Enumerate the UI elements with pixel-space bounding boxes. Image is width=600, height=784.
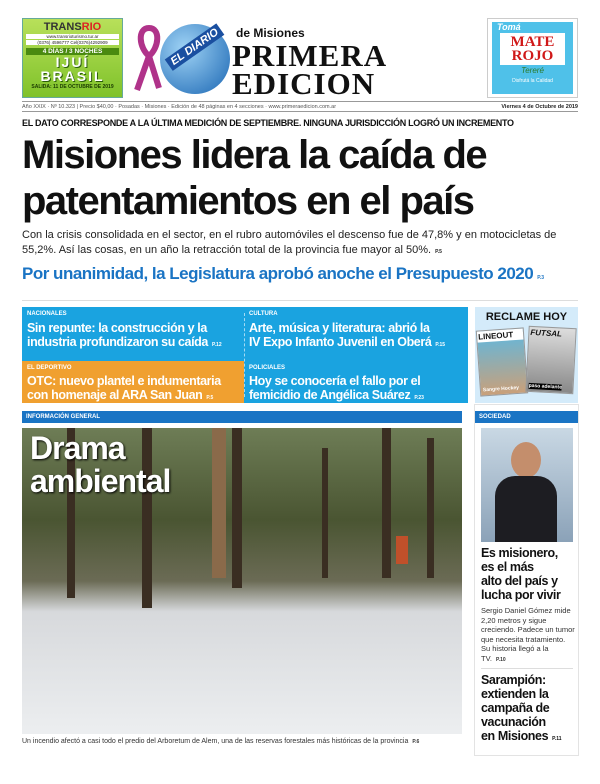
sidebar-headline[interactable]: Es misionero, es el más alto del país y lucha por vivir <box>481 546 561 602</box>
teaser-cultura[interactable]: Arte, música y literatura: abrió la IV Expo Infanto Juvenil en Oberá P.15 <box>249 321 446 349</box>
secondary-headline[interactable]: Por unanimidad, la Legislatura aprobó anoche el Presupuesto 2020 P.3 <box>22 264 545 283</box>
divider <box>481 668 573 669</box>
magazine-title: LINEOUT <box>477 328 524 342</box>
teaser-section: CULTURA <box>249 311 278 317</box>
futsal-magazine[interactable] <box>525 326 576 394</box>
edition-info: Año XXIX · Nº 10.323 | Precio $40,00 · Posadas · Misiones · Edición de 48 páginas en 4 secciones · www.primeraedicion.com.ar <box>22 104 337 110</box>
masthead-title: PRIMERA EDICION <box>232 38 388 101</box>
ad-terere: Tereré <box>521 66 544 75</box>
photo-headline[interactable]: Drama ambiental <box>30 430 171 499</box>
divider <box>22 300 578 301</box>
magazine-title: FUTSAL <box>530 327 563 339</box>
teaser-policiales[interactable]: Hoy se conocería el fallo por el femicidio de Angélica Suárez P.23 <box>249 374 424 402</box>
lead-headline[interactable]: Misiones lidera la caída de patentamientos en el país <box>22 133 487 223</box>
magazine-cover-text: Sangre Hockey <box>482 384 520 394</box>
reclame-hoy-promo[interactable] <box>475 307 578 403</box>
person-photo[interactable] <box>481 428 573 542</box>
magazine-cover-text: paso adelante <box>528 382 563 391</box>
ad-toma: Tomá <box>497 22 521 32</box>
ad-departure: SALIDA: 11 DE OCTUBRE DE 2019 <box>31 84 114 90</box>
sidebar-body: Sergio Daniel Gómez mide 2,20 metros y sigue creciendo. Padece un tumor que necesita tratamiento. Su historia llegó a la TV. P.10 <box>481 606 575 663</box>
lead-kicker: EL DATO CORRESPONDE A LA ÚLTIMA MEDICIÓN DE SEPTIEMBRE. NINGUNA JURISDICCIÓN LOGRÓ UN INCREMENTO <box>22 118 514 128</box>
teaser-deportivo[interactable]: OTC: nuevo plantel e indumentaria con homenaje al ARA San Juan P.5 <box>27 374 221 402</box>
ad-logo: MATE ROJO <box>500 33 565 65</box>
teaser-section: EL DEPORTIVO <box>27 365 72 371</box>
ad-slogan: Disfrutá la Calidad <box>512 78 553 84</box>
lineout-magazine[interactable] <box>476 327 528 396</box>
transrio-ad[interactable] <box>22 18 123 98</box>
masthead-badge: EL DIARIO <box>165 23 225 71</box>
ad-brand: TRANSRIO <box>43 21 102 33</box>
masthead-subtitle: de Misiones <box>236 26 305 40</box>
ad-days: 4 DÍAS / 3 NOCHES <box>26 48 119 55</box>
ad-dest1: IJUÍ <box>55 54 90 70</box>
lead-body: Con la crisis consolidada en el sector, en el rubro automóviles el descenso fue de 47,8% y en motocicletas de 55,2%. Así las cosas, en un año la retracción total de la provincia fue mayor al 50%. P.5 <box>22 229 557 256</box>
section-label: SOCIEDAD <box>475 411 578 423</box>
reclame-title: RECLAME HOY <box>485 311 568 323</box>
firefighter <box>396 536 408 564</box>
ad-dest2: BRASIL <box>40 68 105 84</box>
section-label: INFORMACIÓN GENERAL <box>22 411 462 423</box>
teaser-section: POLICIALES <box>249 365 286 371</box>
edition-date: Viernes 4 de Octubre de 2019 <box>501 104 578 110</box>
photo-caption: Un incendio afectó a casi todo el predio del Arboretum de Alem, una de las reservas forestales más históricas de la provincia P.6 <box>22 738 420 745</box>
mate-rojo-ad[interactable] <box>487 18 578 98</box>
ad-web: www.transrioturismo.tur.ar <box>26 34 119 39</box>
divider <box>244 313 245 397</box>
sidebar-headline-2[interactable]: Sarampión: extienden la campaña de vacunación en Misiones P.11 <box>481 673 562 743</box>
teaser-section: NACIONALES <box>27 311 67 317</box>
lead-story <box>22 116 578 284</box>
edition-info-bar <box>22 101 578 112</box>
ad-phone: (0376) 4596777 Cel(0376)4292909 <box>26 40 119 45</box>
teaser-nacionales[interactable]: Sin repunte: la construcción y la industria profundizaron su caída P.12 <box>27 321 222 349</box>
